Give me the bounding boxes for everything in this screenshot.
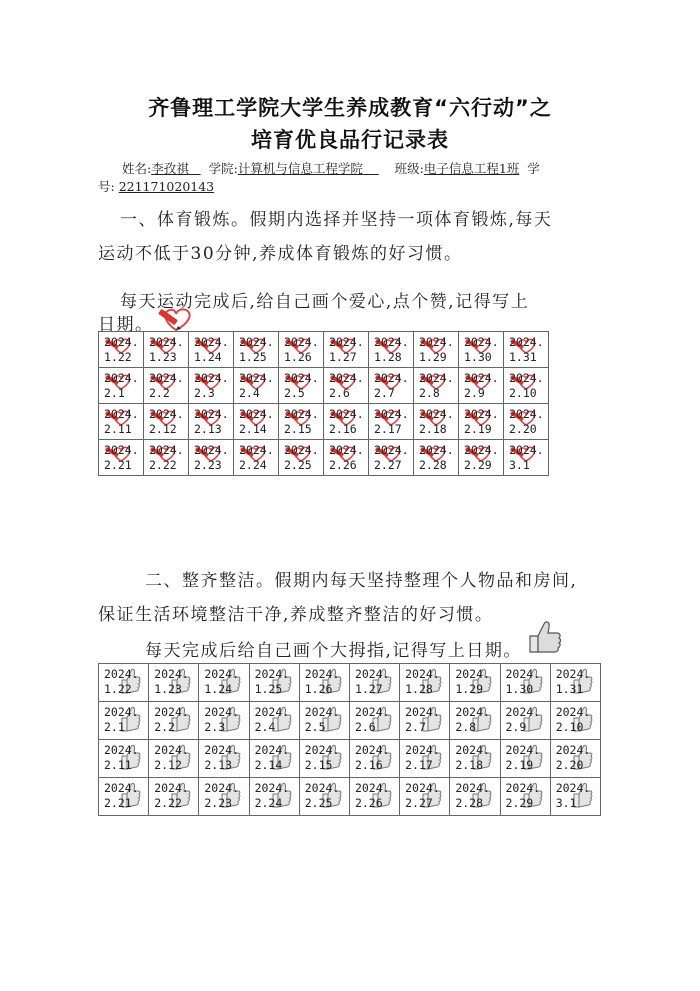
date-year: 2024.	[329, 335, 364, 349]
date-cell	[279, 404, 324, 440]
date-day: 2.11	[104, 758, 132, 772]
date-cell	[450, 740, 500, 778]
date-year: 2024.	[419, 371, 454, 385]
name-label: 姓名:	[122, 161, 152, 176]
date-cell	[400, 702, 450, 740]
date-year: 2024.	[104, 667, 139, 681]
date-cell	[324, 440, 369, 476]
date-cell	[369, 368, 414, 404]
date-day: 2.21	[104, 796, 132, 810]
college-value: 计算机与信息工程学院	[237, 161, 363, 176]
date-cell	[299, 702, 349, 740]
date-year: 2024.	[509, 335, 544, 349]
date-cell	[199, 664, 249, 702]
date-cell	[400, 740, 450, 778]
date-day: 2.9	[464, 386, 485, 400]
date-year: 2024.	[194, 407, 229, 421]
date-year: 2024.	[239, 443, 274, 457]
date-day: 1.25	[254, 682, 283, 696]
table-row	[99, 404, 549, 440]
date-day: 2.22	[149, 458, 177, 472]
date-day: 2.3	[194, 386, 215, 400]
date-cell	[414, 440, 459, 476]
date-day: 2.20	[555, 758, 584, 772]
date-day: 2.7	[405, 720, 426, 734]
date-day: 1.23	[149, 350, 177, 364]
date-cell	[279, 332, 324, 368]
date-day: 2.16	[329, 422, 357, 436]
date-day: 1.29	[419, 350, 447, 364]
date-day: 1.24	[194, 350, 222, 364]
date-year: 2024.	[254, 743, 290, 757]
date-cell	[99, 440, 144, 476]
date-year: 2024.	[154, 781, 189, 795]
date-day: 2.17	[405, 758, 433, 772]
date-year: 2024.	[374, 443, 409, 457]
table-row	[99, 440, 549, 476]
date-cell	[400, 664, 450, 702]
date-cell	[550, 778, 600, 816]
date-year: 2024.	[154, 667, 189, 681]
date-cell	[299, 664, 349, 702]
date-cell	[324, 368, 369, 404]
date-cell	[99, 740, 149, 778]
tidiness-record-table	[98, 663, 601, 816]
date-day: 2.5	[284, 386, 305, 400]
date-cell	[414, 332, 459, 368]
date-year: 2024.	[405, 781, 440, 795]
date-day: 2.5	[304, 720, 326, 734]
date-year: 2024.	[505, 781, 541, 795]
date-year: 2024.	[329, 407, 364, 421]
date-year: 2024.	[104, 335, 139, 349]
date-year: 2024.	[505, 705, 541, 719]
date-day: 2.6	[329, 386, 350, 400]
heart-pencil-icon	[154, 304, 206, 334]
date-day: 2.27	[374, 458, 402, 472]
class-value: 电子信息工程1班	[423, 161, 520, 176]
date-cell	[99, 332, 144, 368]
date-cell	[299, 778, 349, 816]
date-cell	[279, 368, 324, 404]
id-value: 221171020143	[118, 179, 215, 194]
date-year: 2024.	[505, 667, 541, 681]
name-value: 李孜祺	[151, 161, 189, 176]
sports-record-table	[98, 331, 549, 476]
date-cell	[149, 702, 199, 740]
date-year: 2024.	[405, 705, 440, 719]
date-day: 2.20	[509, 422, 537, 436]
date-day: 2.23	[204, 796, 233, 810]
date-cell	[249, 702, 299, 740]
class-label: 班级:	[394, 161, 424, 176]
date-cell	[144, 368, 189, 404]
date-year: 2024.	[555, 705, 591, 719]
id-label-part2: 号:	[98, 179, 115, 194]
date-day: 2.15	[304, 758, 333, 772]
date-year: 2024.	[464, 407, 499, 421]
date-cell	[504, 440, 549, 476]
date-day: 1.24	[204, 682, 233, 696]
date-year: 2024.	[194, 443, 229, 457]
date-cell	[189, 404, 234, 440]
date-year: 2024.	[419, 407, 454, 421]
date-day: 2.21	[104, 458, 132, 472]
date-day: 2.2	[149, 386, 170, 400]
date-cell	[234, 404, 279, 440]
date-day: 2.8	[419, 386, 440, 400]
date-cell	[99, 702, 149, 740]
date-cell	[189, 440, 234, 476]
table-row	[99, 702, 601, 740]
date-day: 2.19	[464, 422, 492, 436]
date-day: 2.27	[405, 796, 433, 810]
date-day: 2.16	[354, 758, 383, 772]
date-day: 2.10	[555, 720, 584, 734]
date-cell	[149, 778, 199, 816]
date-year: 2024.	[104, 743, 139, 757]
date-year: 2024.	[154, 743, 189, 757]
table-row	[99, 368, 549, 404]
date-cell	[550, 740, 600, 778]
date-cell	[189, 332, 234, 368]
date-day: 2.24	[239, 458, 267, 472]
date-day: 2.1	[104, 720, 125, 734]
date-day: 2.10	[509, 386, 537, 400]
date-day: 2.3	[204, 720, 226, 734]
date-cell	[504, 332, 549, 368]
date-year: 2024.	[204, 667, 239, 681]
date-year: 2024.	[555, 781, 591, 795]
date-day: 1.30	[464, 350, 492, 364]
date-cell	[500, 740, 550, 778]
date-cell	[459, 368, 504, 404]
date-cell	[189, 368, 234, 404]
date-day: 2.12	[154, 758, 182, 772]
date-year: 2024.	[354, 667, 390, 681]
date-year: 2024.	[304, 781, 340, 795]
section1-text-line2: 运动不低于30分钟,养成体育锻炼的好习惯。	[98, 244, 463, 264]
date-cell	[249, 740, 299, 778]
date-day: 2.15	[284, 422, 312, 436]
date-year: 2024.	[464, 443, 499, 457]
section1-text-line1: 一、体育锻炼。假期内选择并坚持一项体育锻炼,每天	[120, 210, 553, 230]
date-day: 2.4	[239, 386, 260, 400]
date-day: 2.26	[354, 796, 383, 810]
date-cell	[99, 404, 144, 440]
date-year: 2024.	[374, 371, 409, 385]
date-year: 2024.	[374, 407, 409, 421]
date-year: 2024.	[509, 371, 544, 385]
date-year: 2024.	[239, 335, 274, 349]
table-row	[99, 740, 601, 778]
date-day: 2.22	[154, 796, 182, 810]
table-row	[99, 664, 601, 702]
date-year: 2024.	[104, 443, 139, 457]
table-row	[99, 778, 601, 816]
date-cell	[349, 778, 399, 816]
date-year: 2024.	[304, 743, 340, 757]
date-cell	[504, 404, 549, 440]
date-day: 2.18	[419, 422, 447, 436]
date-day: 1.31	[555, 682, 584, 696]
date-cell	[99, 664, 149, 702]
date-year: 2024.	[204, 781, 239, 795]
date-year: 2024.	[104, 371, 139, 385]
date-day: 2.26	[329, 458, 357, 472]
date-cell	[234, 368, 279, 404]
date-year: 2024.	[204, 743, 239, 757]
date-year: 2024.	[104, 407, 139, 421]
date-year: 2024.	[304, 705, 340, 719]
date-cell	[99, 778, 149, 816]
date-cell	[500, 702, 550, 740]
date-year: 2024.	[284, 335, 319, 349]
date-day: 2.12	[149, 422, 177, 436]
date-year: 2024.	[354, 705, 390, 719]
date-day: 1.22	[104, 350, 132, 364]
date-day: 2.7	[374, 386, 395, 400]
date-year: 2024.	[194, 371, 229, 385]
date-year: 2024.	[254, 781, 290, 795]
date-cell	[369, 332, 414, 368]
date-year: 2024.	[555, 667, 591, 681]
date-year: 2024.	[555, 743, 591, 757]
date-cell	[450, 664, 500, 702]
date-year: 2024.	[329, 443, 364, 457]
date-day: 1.25	[239, 350, 267, 364]
date-cell	[299, 740, 349, 778]
date-cell	[349, 740, 399, 778]
date-cell	[450, 778, 500, 816]
date-cell	[550, 702, 600, 740]
date-year: 2024.	[239, 407, 274, 421]
date-year: 2024.	[374, 335, 409, 349]
date-year: 2024.	[194, 335, 229, 349]
date-year: 2024.	[455, 705, 490, 719]
date-year: 2024.	[509, 443, 544, 457]
date-year: 2024.	[149, 443, 184, 457]
date-cell	[459, 404, 504, 440]
date-cell	[500, 664, 550, 702]
date-day: 2.29	[464, 458, 492, 472]
date-cell	[249, 664, 299, 702]
date-cell	[149, 664, 199, 702]
date-day: 2.11	[104, 422, 132, 436]
date-year: 2024.	[405, 667, 440, 681]
date-cell	[450, 702, 500, 740]
date-day: 2.4	[254, 720, 276, 734]
date-day: 2.25	[284, 458, 312, 472]
date-year: 2024.	[509, 407, 544, 421]
section2-text-line2: 保证生活环境整洁干净,养成整齐整洁的好习惯。	[98, 605, 494, 625]
date-cell	[400, 778, 450, 816]
date-year: 2024.	[464, 371, 499, 385]
date-day: 2.13	[204, 758, 233, 772]
date-year: 2024.	[455, 781, 490, 795]
id-label-part1: 学	[527, 161, 540, 176]
date-cell	[504, 368, 549, 404]
date-day: 1.26	[284, 350, 312, 364]
date-cell	[550, 664, 600, 702]
date-year: 2024.	[284, 407, 319, 421]
page-title-line1: 齐鲁理工学院大学生养成教育“六行动”之	[148, 96, 552, 120]
date-day: 2.14	[239, 422, 267, 436]
date-day: 2.17	[374, 422, 402, 436]
date-cell	[234, 440, 279, 476]
date-cell	[324, 332, 369, 368]
date-day: 1.28	[374, 350, 402, 364]
date-cell	[459, 440, 504, 476]
date-year: 2024.	[455, 743, 490, 757]
date-cell	[144, 332, 189, 368]
date-day: 1.31	[509, 350, 537, 364]
date-year: 2024.	[354, 743, 390, 757]
date-day: 2.1	[104, 386, 125, 400]
date-day: 2.13	[194, 422, 222, 436]
date-cell	[99, 368, 144, 404]
date-year: 2024.	[354, 781, 390, 795]
student-id-line	[98, 177, 214, 195]
date-day: 3.1	[509, 458, 530, 472]
date-cell	[369, 440, 414, 476]
date-day: 2.18	[455, 758, 484, 772]
date-day: 1.22	[104, 682, 132, 696]
date-year: 2024.	[254, 705, 290, 719]
date-cell	[324, 404, 369, 440]
date-day: 2.24	[254, 796, 283, 810]
date-day: 2.28	[455, 796, 484, 810]
date-day: 2.9	[505, 720, 527, 734]
date-year: 2024.	[239, 371, 274, 385]
date-year: 2024.	[104, 781, 139, 795]
date-cell	[500, 778, 550, 816]
date-year: 2024.	[149, 407, 184, 421]
date-day: 2.23	[194, 458, 222, 472]
date-day: 2.6	[354, 720, 376, 734]
date-day: 1.28	[405, 682, 433, 696]
date-year: 2024.	[104, 705, 139, 719]
thumbs-up-icon	[524, 618, 564, 656]
date-year: 2024.	[329, 371, 364, 385]
date-year: 2024.	[419, 335, 454, 349]
date-year: 2024.	[464, 335, 499, 349]
date-cell	[349, 664, 399, 702]
date-day: 1.26	[304, 682, 333, 696]
date-day: 1.29	[455, 682, 484, 696]
date-day: 2.19	[505, 758, 534, 772]
date-year: 2024.	[149, 371, 184, 385]
date-year: 2024.	[405, 743, 440, 757]
date-day: 2.29	[505, 796, 534, 810]
date-year: 2024.	[204, 705, 239, 719]
section2-instruction: 每天完成后给自己画个大拇指,记得写上日期。	[145, 641, 522, 661]
date-day: 1.30	[505, 682, 534, 696]
date-day: 1.27	[329, 350, 357, 364]
section2-text-line1: 二、整齐整洁。假期内每天坚持整理个人物品和房间,	[145, 571, 578, 591]
date-year: 2024.	[455, 667, 490, 681]
table-row	[99, 332, 549, 368]
date-day: 1.27	[354, 682, 383, 696]
date-year: 2024.	[284, 371, 319, 385]
section1-instruction-line1: 每天运动完成后,给自己画个爱心,点个赞,记得写上	[120, 292, 530, 312]
date-cell	[144, 440, 189, 476]
date-year: 2024.	[505, 743, 541, 757]
college-label: 学院:	[208, 161, 238, 176]
date-year: 2024.	[154, 705, 189, 719]
section1-instruction-line2: 日期。	[98, 315, 154, 335]
date-cell	[414, 404, 459, 440]
date-cell	[249, 778, 299, 816]
date-cell	[149, 740, 199, 778]
date-day: 2.25	[304, 796, 333, 810]
date-year: 2024.	[254, 667, 290, 681]
date-year: 2024.	[149, 335, 184, 349]
student-info-line	[122, 159, 540, 177]
date-cell	[459, 332, 504, 368]
date-cell	[199, 778, 249, 816]
date-cell	[414, 368, 459, 404]
date-cell	[144, 404, 189, 440]
date-cell	[369, 404, 414, 440]
date-cell	[234, 332, 279, 368]
date-day: 2.28	[419, 458, 447, 472]
date-cell	[199, 740, 249, 778]
date-day: 2.8	[455, 720, 477, 734]
date-day: 3.1	[555, 796, 577, 810]
date-year: 2024.	[419, 443, 454, 457]
date-year: 2024.	[304, 667, 340, 681]
page-title-line2: 培育优良品行记录表	[251, 128, 449, 152]
date-day: 1.23	[154, 682, 182, 696]
date-cell	[279, 440, 324, 476]
date-day: 2.2	[154, 720, 175, 734]
date-year: 2024.	[284, 443, 319, 457]
date-cell	[199, 702, 249, 740]
date-cell	[349, 702, 399, 740]
date-day: 2.14	[254, 758, 283, 772]
